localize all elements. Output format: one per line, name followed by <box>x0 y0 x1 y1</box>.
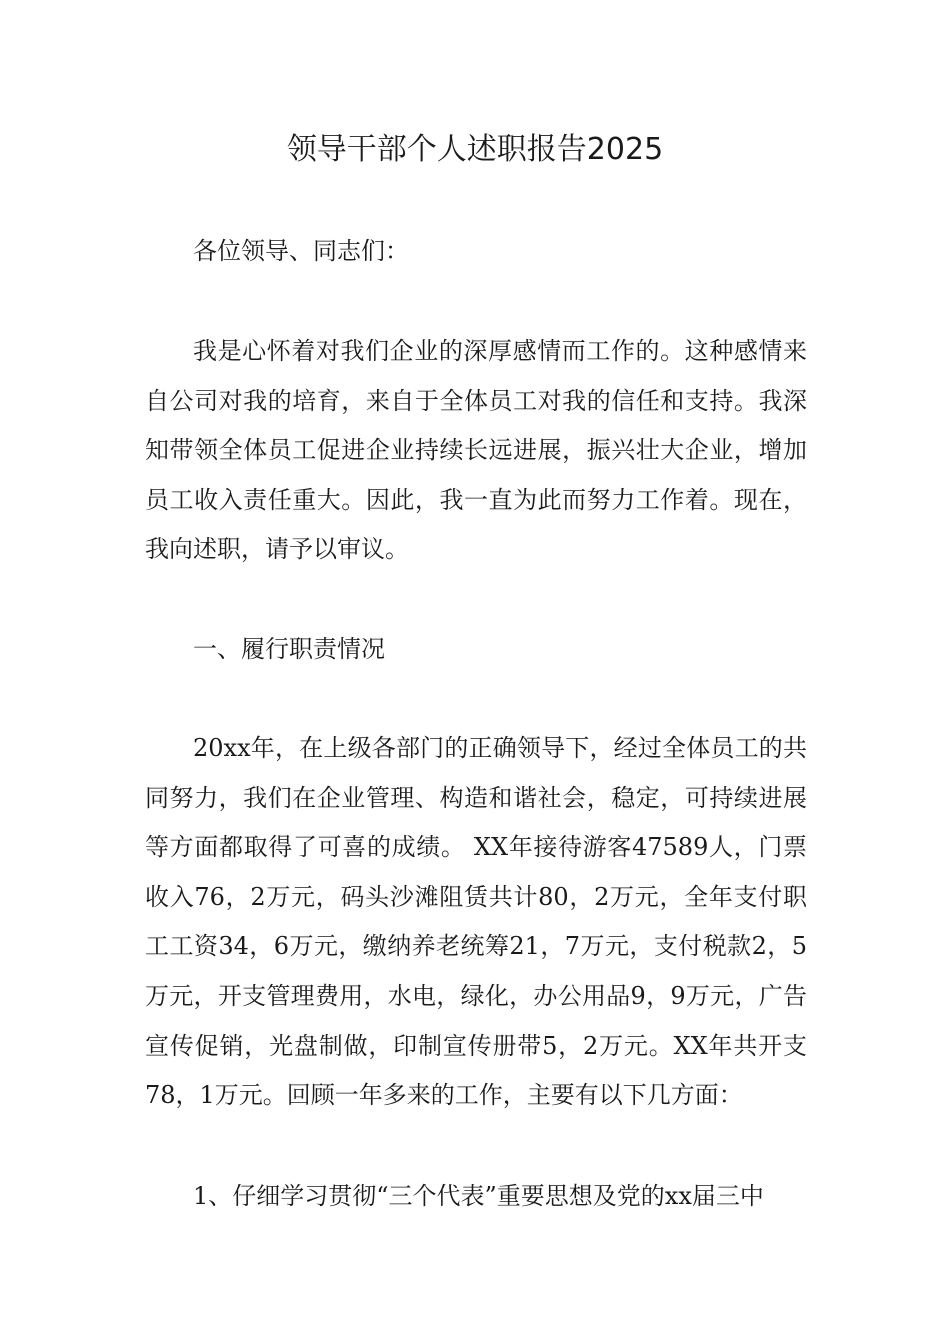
section-heading-1: 一、履行职责情况 <box>193 635 385 663</box>
document-title: 领导干部个人述职报告2025 <box>286 132 664 167</box>
greeting-paragraph: 各位领导、同志们： <box>193 237 409 265</box>
intro-paragraph: 我是心怀着对我们企业的深厚感情而工作的。这种感情来自公司对我的培育，来自于全体员工对我的信任和支持。我深知带领全体员工促进企业持续长远进展，振兴壮大企业，增加员工收入责任重大。因此，我一直为此而努力工作着。现在，我向述职，请予以审议。 <box>145 337 807 564</box>
body-paragraph-1: 20xx年，在上级各部门的正确领导下，经过全体员工的共同努力，我们在企业管理、构造和谐社会，稳定，可持续进展等方面都取得了可喜的成绩。 XX年接待游客47589人，门票收入76，2万元，码头沙滩阻赁共计80，2万元，全年支付职工工资34，6万元，缴纳养老统筹21，7万元，支付税款2，5万元，开支管理费用，水电，绿化，办公用品9，9万元，广告宣传促销，光盘制做，印制宣传册带5，2万元。XX年共开支78，1万元。回顾一年多来的工作，主要有以下几方面： <box>145 734 807 1110</box>
list-item-1: 1、仔细学习贯彻“三个代表”重要思想及党的xx届三中 <box>193 1182 764 1210</box>
